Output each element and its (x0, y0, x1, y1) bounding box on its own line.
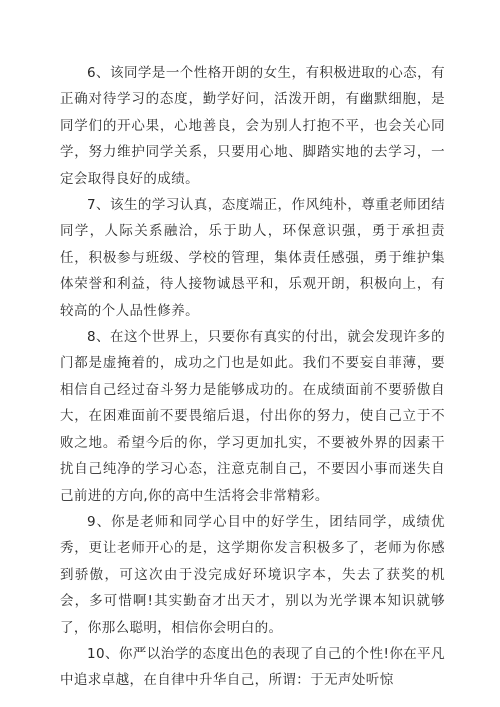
paragraph-9: 9、你是老师和同学心目中的好学生，团结同学，成绩优秀，更让老师开心的是，这学期你发言积极多了，老师为你感到骄傲，可这次由于没完成好环境识字本，失去了获奖的机会，多可惜啊!其实勤奋才出天才，别以为光学课本知识就够了，你那么聪明，相信你会明白的。 (60, 513, 445, 636)
paragraph-10: 10、你严以治学的态度出色的表现了自己的个性!你在平凡中追求卓越，在自律中升华自己，所谓：于无声处听惊 (60, 645, 445, 689)
paragraph-7: 7、该生的学习认真，态度端正，作风纯朴，尊重老师团结同学，人际关系融洽，乐于助人，环保意识强，勇于承担责任，积极参与班级、学校的管理，集体责任感强，勇于维护集体荣誉和利益，待人接物诚恳平和，乐观开朗，积极向上，有较高的个人品性修养。 (60, 197, 445, 319)
paragraph-6: 6、该同学是一个性格开朗的女生，有积极进取的心态，有正确对待学习的态度，勤学好问，活泼开朗，有幽默细胞，是同学们的开心果，心地善良，会为别人打抱不平，也会关心同学，努力维护同学关系，只要用心地、脚踏实地的去学习，一定会取得良好的成绩。 (60, 65, 445, 187)
paragraph-8: 8、在这个世界上，只要你有真实的付出，就会发现许多的门都是虚掩着的，成功之门也是如此。我们不要妄自菲薄，要相信自己经过奋斗努力是能够成功的。在成绩面前不要骄傲自大，在困难面前不要畏缩后退，付出你的努力，使自己立于不败之地。希望今后的你，学习更加扎实，不要被外界的因素干扰自己纯净的学习心态，注意克制自己，不要因小事而迷失自己前进的方向,你的高中生活将会非常精彩。 (60, 329, 445, 504)
